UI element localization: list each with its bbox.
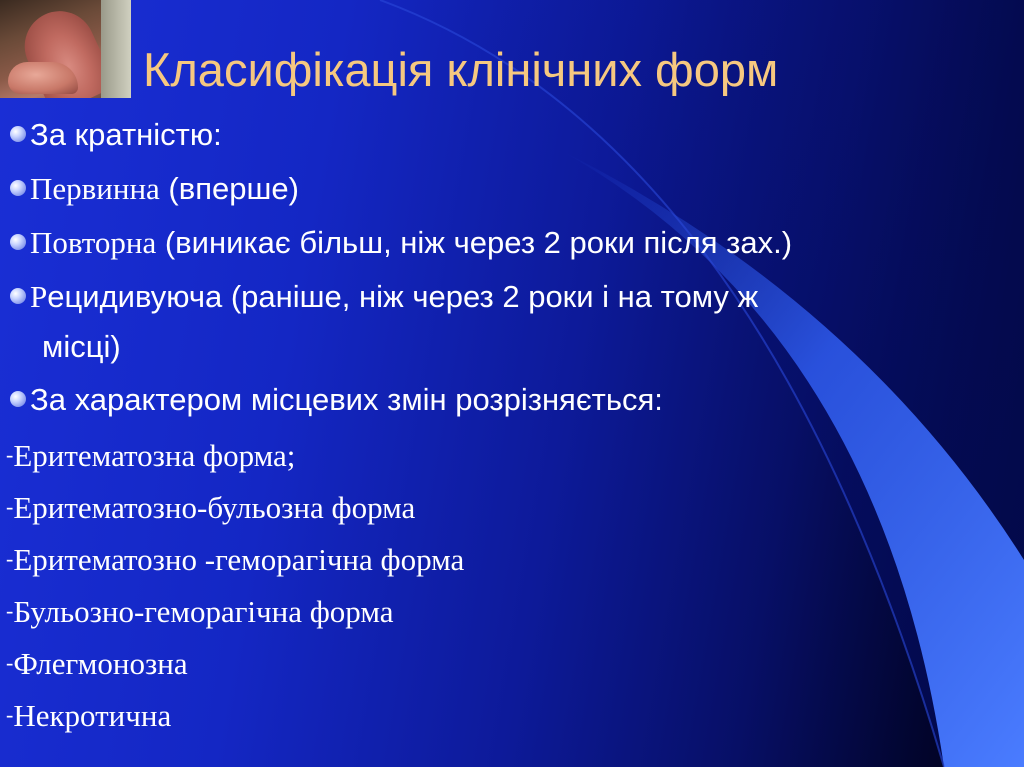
bullet-icon (10, 391, 26, 407)
sub-list-item: -Некротична (6, 698, 172, 733)
list-item: Первинна (вперше) (10, 173, 299, 204)
list-item: Рецидивуюча (раніше, ніж через 2 роки і на тому ж (10, 281, 758, 312)
list-item: Повторна (виникає більш, ніж через 2 роки після зах.) (10, 227, 792, 258)
list-item: За кратністю: (10, 119, 222, 150)
list-item-continuation: місці) (42, 329, 121, 364)
sub-list-item: -Флегмонозна (6, 646, 188, 681)
sub-list-item: -Еритематозна форма; (6, 438, 296, 473)
infected-leg-photo (0, 0, 131, 98)
list-item: За характером місцевих змін розрізняється: (10, 384, 663, 415)
bullet-icon (10, 126, 26, 142)
bullet-icon (10, 288, 26, 304)
sub-list-item: -Бульозно-геморагічна форма (6, 594, 394, 629)
bullet-icon (10, 234, 26, 250)
sub-list-item: -Еритематозно-бульозна форма (6, 490, 416, 525)
bullet-icon (10, 180, 26, 196)
sub-list-item: -Еритематозно -геморагічна форма (6, 542, 465, 577)
photo-foot (8, 62, 78, 94)
photo-cloth (101, 0, 131, 98)
slide-title: Класифікація клінічних форм (143, 43, 779, 96)
